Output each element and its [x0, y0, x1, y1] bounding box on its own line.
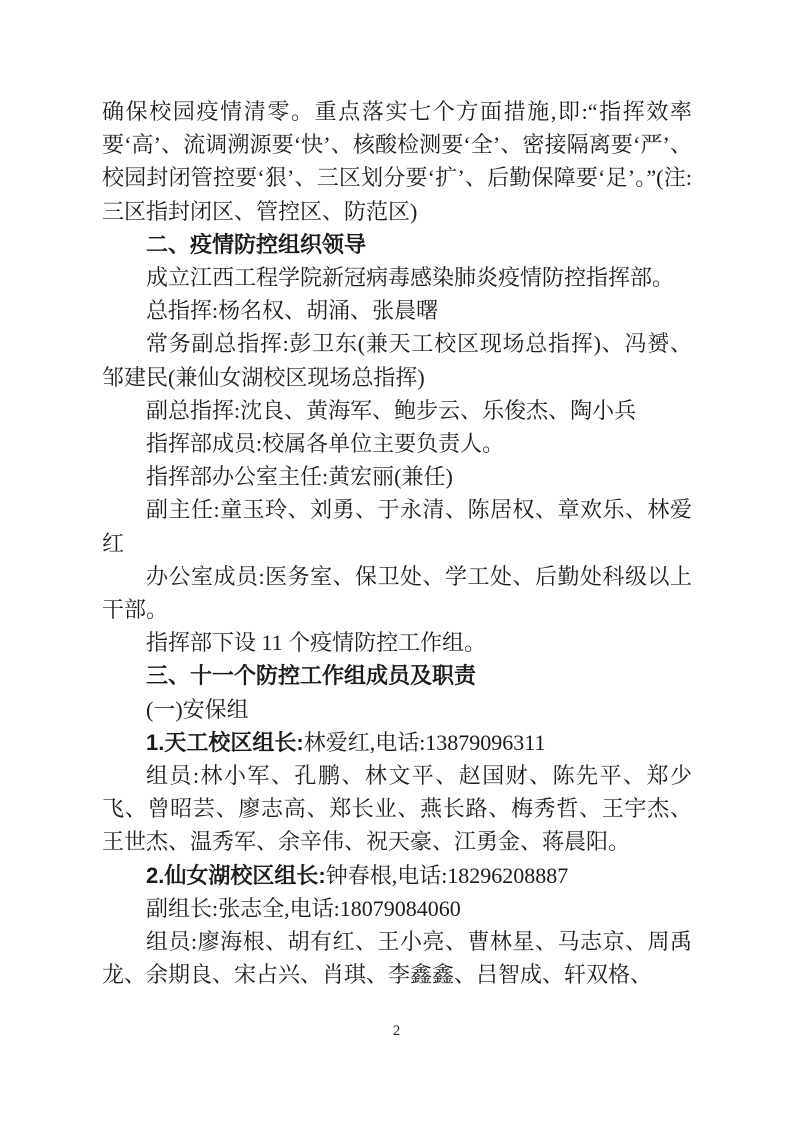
paragraph-text: 指挥部成员:校属各单位主要负责人。 — [146, 431, 505, 457]
paragraph-text: 组员:林小军、孔鹏、林文平、赵国财、陈先平、郑少飞、曾昭芸、廖志高、郑长业、燕长路、梅秀哲、王宇杰、王世杰、温秀军、余辛伟、祝天豪、江勇金、蒋晨阳。 — [102, 763, 692, 855]
page-footer — [0, 1021, 793, 1041]
paragraph — [102, 659, 692, 692]
paragraph — [102, 560, 692, 626]
paragraph-text: 副主任:童玉玲、刘勇、于永清、陈居权、章欢乐、林爱红 — [102, 497, 692, 556]
paragraph-text: 总指挥:杨名权、胡涌、张晨曙 — [146, 298, 439, 324]
paragraph-text: 确保校园疫情清零。重点落实七个方面措施,即:“指挥效率要‘高’、流调溯源要‘快’、核酸检测要‘全’、密接隔离要‘严’、校园封闭管控要‘狠’、三区划分要‘扩’、后勤保障要‘足’。”(注:三区指封闭区、管控区、防范区) — [102, 99, 692, 224]
paragraph — [102, 294, 692, 327]
document-body — [102, 95, 692, 991]
paragraph-text: 常务副总指挥:彭卫东(兼天工校区现场总指挥)、冯赟、邹建民(兼仙女湖校区现场总指挥) — [102, 331, 692, 390]
paragraph — [102, 626, 692, 659]
paragraph-text: 指挥部办公室主任:黄宏丽(兼任) — [146, 464, 453, 490]
paragraph — [102, 327, 692, 393]
paragraph-bold-lead: 2.仙女湖校区组长: — [146, 862, 326, 888]
paragraph — [102, 394, 692, 427]
paragraph — [102, 95, 692, 228]
paragraph-text: 林爱红,电话:13879096311 — [303, 729, 546, 755]
paragraph-text: 组员:廖海根、胡有红、王小亮、曹林星、马志京、周禹龙、余期良、宋占兴、肖琪、李鑫鑫、吕智成、轩双格、 — [102, 929, 692, 988]
paragraph-text: 指挥部下设 11 个疫情防控工作组。 — [146, 630, 487, 656]
paragraph-text: 副组长:张志全,电话:18079084060 — [146, 895, 461, 921]
paragraph-text: 副总指挥:沈良、黄海军、鲍步云、乐俊杰、陶小兵 — [146, 397, 637, 423]
paragraph-text: 成立江西工程学院新冠病毒感染肺炎疫情防控指挥部。 — [146, 265, 675, 291]
paragraph-bold-lead: 二、疫情防控组织领导 — [146, 231, 367, 257]
paragraph — [102, 427, 692, 460]
paragraph-bold-lead: 三、十一个防控工作组成员及职责 — [146, 663, 477, 689]
paragraph — [102, 460, 692, 493]
paragraph — [102, 228, 692, 261]
page-number: 2 — [392, 1023, 401, 1039]
paragraph — [102, 925, 692, 991]
paragraph — [102, 859, 692, 892]
paragraph-text: (一)安保组 — [146, 696, 249, 722]
paragraph — [102, 261, 692, 294]
paragraph-text: 钟春根,电话:18296208887 — [325, 862, 569, 888]
paragraph — [102, 726, 692, 759]
paragraph — [102, 493, 692, 559]
paragraph — [102, 693, 692, 726]
paragraph-bold-lead: 1.天工校区组长: — [146, 729, 304, 755]
paragraph-text: 办公室成员:医务室、保卫处、学工处、后勤处科级以上干部。 — [102, 563, 692, 623]
paragraph — [102, 759, 692, 859]
paragraph — [102, 892, 692, 925]
